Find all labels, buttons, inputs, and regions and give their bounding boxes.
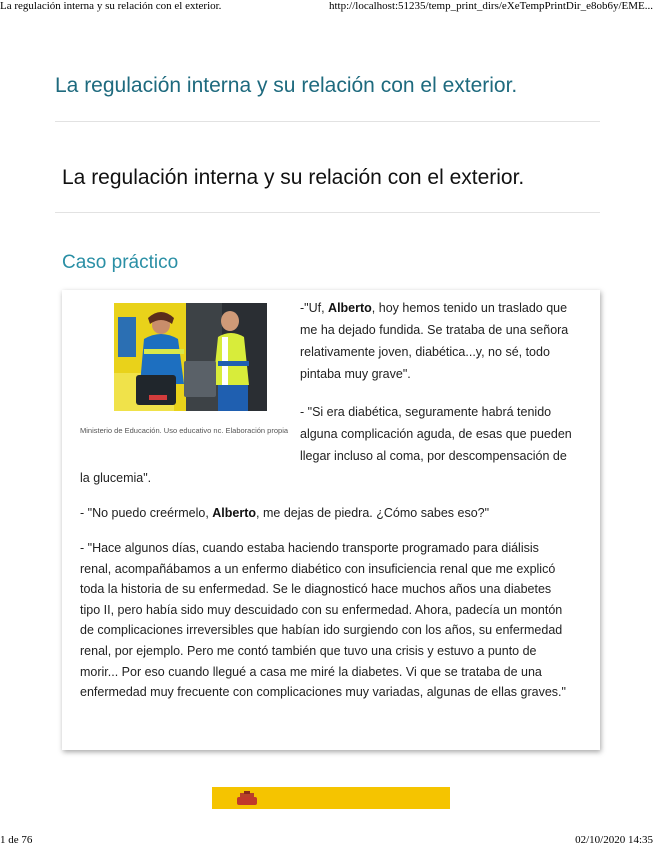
page-counter: 1 de 76 [0,834,33,846]
footer-logo-banner [212,787,450,809]
page-title: La regulación interna y su relación con el exterior. [55,74,518,97]
paragraph-line: -"Uf, Alberto, hoy hemos tenido un traslado que [300,301,568,315]
paragraph-line: toda la historia de su enfermedad. Se le diagnosticó hace muchos años una diabetes [80,582,552,597]
title-divider [55,121,600,122]
paragraph-2 [300,401,582,467]
paragraph-line: - "Hace algunos días, cuando estaba haciendo transporte programado para diálisis [80,541,539,555]
paragraph-line: relativamente joven, diabética...y, no sé, todo [300,345,550,359]
paragraph-line: pintaba muy grave". [300,367,411,381]
government-crest-icon [234,791,260,807]
subtitle-divider [55,212,600,213]
paragraph-line: renal, acompañábamos a un enfermo diabético con insuficiencia renal que me explicó [80,561,556,576]
paragraph-line: - "Si era diabética, seguramente habrá tenido [300,405,552,419]
paragraph-1 [300,297,582,385]
paragraph-line: alguna complicación aguda, de esas que pueden [300,427,572,441]
paragraph-line: me ha dejado fundida. Se trataba de una señora [300,323,569,337]
image-caption: Ministerio de Educación. Uso educativo nc. Elaboración propia [80,426,289,435]
paragraph-3: - "No puedo creérmelo, Alberto, me dejas de piedra. ¿Cómo sabes eso?" [80,506,490,520]
paragraph-line: renal, por ejemplo. Pero me contó también que tuvo una crisis y estuvo a punto de [80,643,537,658]
name-alberto: Alberto [212,506,257,520]
name-alberto: Alberto [328,301,372,315]
paragraph-4 [80,538,590,703]
page-subtitle: La regulación interna y su relación con el exterior. [62,166,525,189]
paragraph-line: llegar incluso al coma, por descompensación de [300,449,567,463]
paragraph-line: morir... Por eso cuando llegué a casa me miré la diabetes. Vi que se trataba de una [80,664,542,679]
section-title-caso-practico: Caso práctico [62,252,179,273]
browser-page-url: http://localhost:51235/temp_print_dirs/eXeTempPrintDir_e8ob6y/EME... [329,0,653,12]
paragraph-line: tipo II, pero había sido muy descuidado con su enfermedad. Ahora, padecía un montón [80,602,563,617]
print-timestamp: 02/10/2020 14:35 [575,834,653,846]
paramedics-photo [114,303,267,411]
paragraph-2-continued: la glucemia". [80,471,152,485]
paragraph-line: de complicaciones irreversibles que habían ido surgiendo con los años, su enfermedad [80,623,563,638]
browser-page-title: La regulación interna y su relación con el exterior. [0,0,222,12]
paragraph-line: enfermedad muy frecuente con complicaciones muy variadas, algunas de ellas graves." [80,685,566,700]
case-study-box [62,290,600,750]
